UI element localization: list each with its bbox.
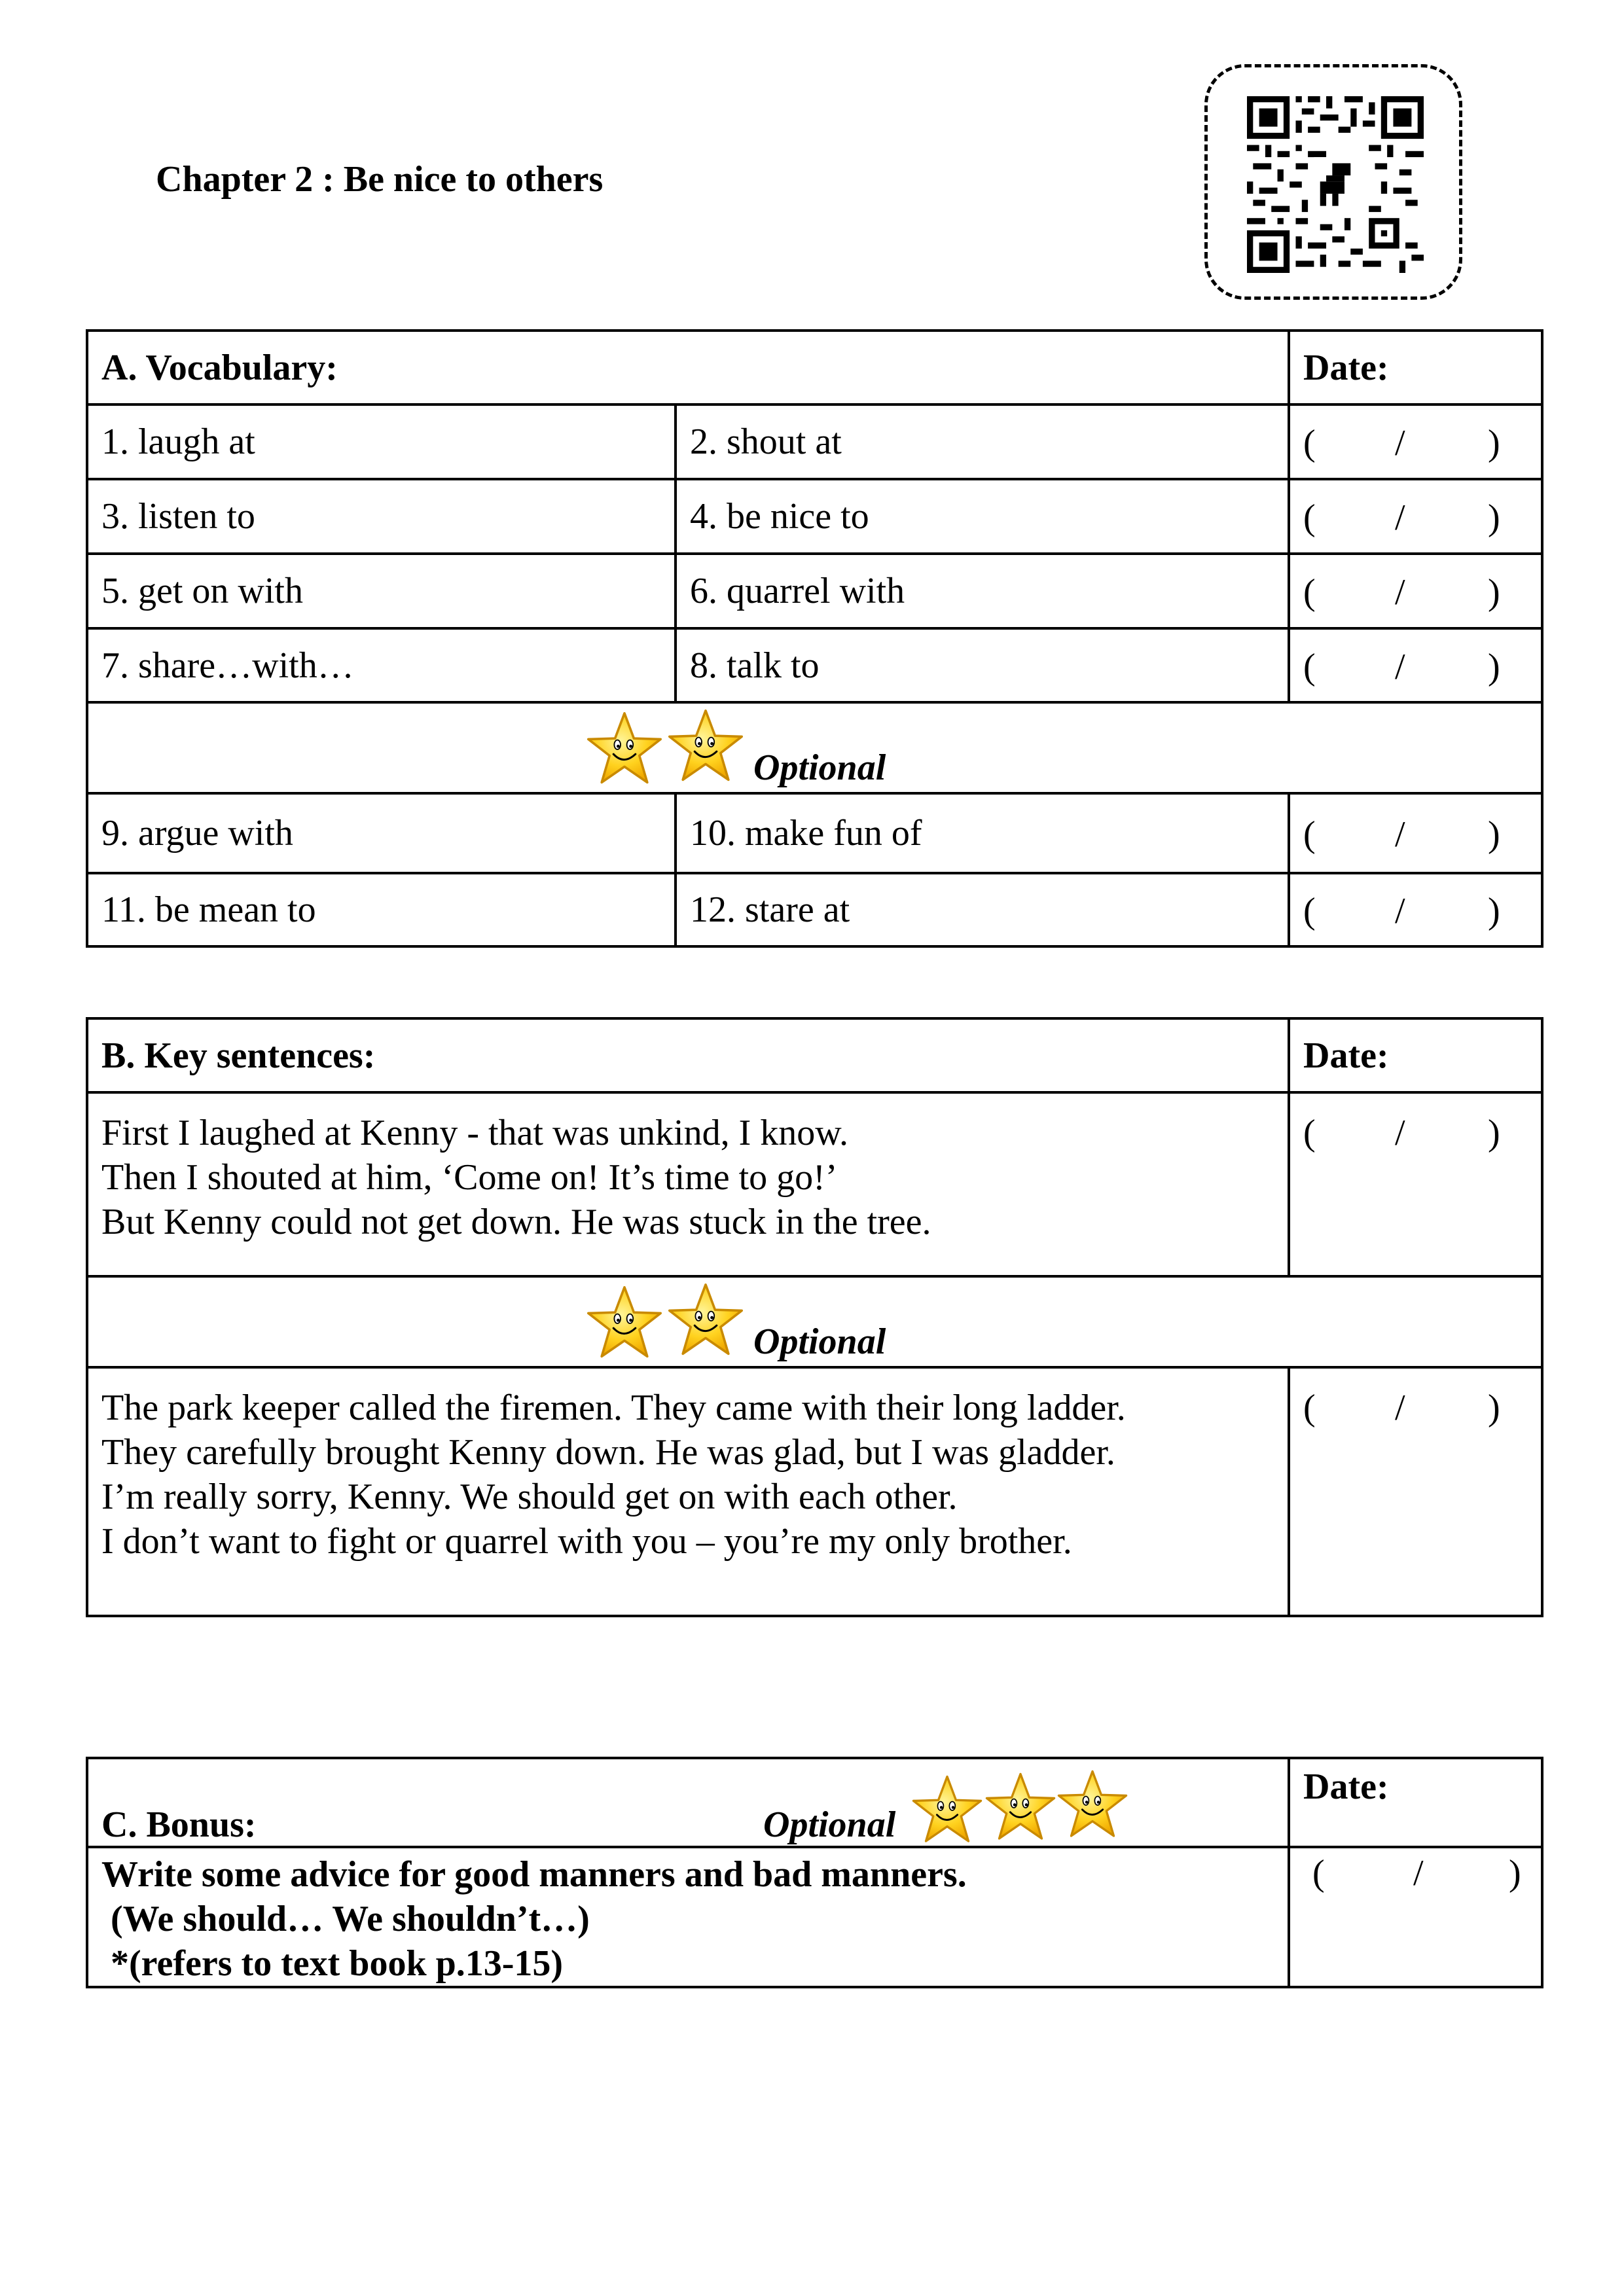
vocab-item: 1. laugh at <box>87 404 676 479</box>
vocab-item: 10. make fun of <box>676 793 1289 873</box>
instruction-line: *(refers to text book p.13-15) <box>101 1943 564 1984</box>
vocab-item: 9. argue with <box>87 793 676 873</box>
date-open-paren: ( <box>1303 1388 1316 1428</box>
date-label: Date: <box>1289 331 1542 404</box>
page-title: Chapter 2 : Be nice to others <box>156 159 604 200</box>
date-open-paren: ( <box>1303 1113 1316 1153</box>
date-close-paren: ) <box>1488 646 1500 687</box>
instruction-line: (We should… We shouldn’t…) <box>101 1899 590 1939</box>
date-slash: / <box>1395 1388 1405 1428</box>
vocab-item: 2. shout at <box>676 404 1289 479</box>
star-face-icon <box>1056 1768 1129 1842</box>
star-face-icon <box>984 1771 1057 1844</box>
vocabulary-heading: A. Vocabulary: <box>87 331 1289 404</box>
date-field[interactable] <box>1289 873 1542 946</box>
optional-label: Optional <box>753 747 886 788</box>
star-face-icon <box>911 1774 984 1847</box>
optional-divider <box>87 702 1542 793</box>
bonus-table <box>86 1757 1543 1988</box>
date-close-paren: ) <box>1488 891 1500 931</box>
vocab-item: 11. be mean to <box>87 873 676 946</box>
optional-divider <box>87 1276 1542 1367</box>
date-close-paren: ) <box>1488 814 1500 855</box>
date-slash: / <box>1395 423 1405 463</box>
date-slash: / <box>1395 497 1405 538</box>
vocab-item: 5. get on with <box>87 554 676 628</box>
date-slash: / <box>1395 1113 1405 1153</box>
key-sentences-text <box>87 1092 1289 1276</box>
date-field[interactable] <box>1289 1847 1542 1987</box>
star-face-icon <box>666 1282 745 1360</box>
sentence-line: I don’t want to fight or quarrel with you – you’re my only brother. <box>101 1521 1072 1562</box>
sentence-line: The park keeper called the firemen. They came with their long ladder. <box>101 1388 1126 1428</box>
date-slash: / <box>1395 891 1405 931</box>
bonus-heading-cell <box>87 1758 1289 1847</box>
star-face-icon <box>585 1284 664 1363</box>
date-field[interactable] <box>1289 479 1542 554</box>
qr-code-icon <box>1247 96 1424 273</box>
date-field[interactable] <box>1289 404 1542 479</box>
bonus-heading: C. Bonus: <box>101 1804 257 1845</box>
date-open-paren: ( <box>1303 646 1316 687</box>
date-open-paren: ( <box>1303 572 1316 613</box>
date-slash: / <box>1413 1853 1424 1893</box>
qr-code-frame <box>1204 64 1462 300</box>
key-sentences-table <box>86 1017 1543 1617</box>
vocab-item: 3. listen to <box>87 479 676 554</box>
date-field[interactable] <box>1289 1367 1542 1616</box>
date-open-paren: ( <box>1303 891 1316 931</box>
date-slash: / <box>1395 646 1405 687</box>
date-close-paren: ) <box>1488 423 1500 463</box>
date-field[interactable] <box>1289 554 1542 628</box>
optional-label: Optional <box>763 1804 896 1845</box>
sentence-line: They carefully brought Kenny down. He was glad, but I was gladder. <box>101 1432 1115 1473</box>
date-field[interactable] <box>1289 1092 1542 1276</box>
sentence-line: I’m really sorry, Kenny. We should get on with each other. <box>101 1477 958 1517</box>
instruction-line: Write some advice for good manners and bad manners. <box>101 1854 967 1895</box>
date-open-paren: ( <box>1303 814 1316 855</box>
star-face-icon <box>666 708 745 786</box>
date-label: Date: <box>1289 1018 1542 1092</box>
date-slash: / <box>1395 814 1405 855</box>
date-slash: / <box>1395 572 1405 613</box>
vocabulary-table <box>86 329 1543 948</box>
date-open-paren: ( <box>1303 423 1316 463</box>
date-close-paren: ) <box>1488 1113 1500 1153</box>
sentence-line: Then I shouted at him, ‘Come on! It’s time to go!’ <box>101 1157 838 1198</box>
date-close-paren: ) <box>1488 497 1500 538</box>
date-label: Date: <box>1289 1758 1542 1847</box>
vocab-item: 8. talk to <box>676 628 1289 702</box>
date-close-paren: ) <box>1488 572 1500 613</box>
star-face-icon <box>585 710 664 789</box>
vocab-item: 12. stare at <box>676 873 1289 946</box>
date-field[interactable] <box>1289 628 1542 702</box>
sentence-line: But Kenny could not get down. He was stuck in the tree. <box>101 1202 931 1242</box>
date-close-paren: ) <box>1509 1853 1521 1893</box>
vocab-item: 4. be nice to <box>676 479 1289 554</box>
date-close-paren: ) <box>1488 1388 1500 1428</box>
bonus-instructions <box>87 1847 1289 1987</box>
vocab-item: 6. quarrel with <box>676 554 1289 628</box>
vocab-item: 7. share…with… <box>87 628 676 702</box>
date-open-paren: ( <box>1303 497 1316 538</box>
key-sentences-heading: B. Key sentences: <box>87 1018 1289 1092</box>
sentence-line: First I laughed at Kenny - that was unkind, I know. <box>101 1113 849 1153</box>
key-sentences-optional-text <box>87 1367 1289 1616</box>
date-field[interactable] <box>1289 793 1542 873</box>
optional-label: Optional <box>753 1321 886 1362</box>
date-open-paren: ( <box>1312 1853 1325 1893</box>
